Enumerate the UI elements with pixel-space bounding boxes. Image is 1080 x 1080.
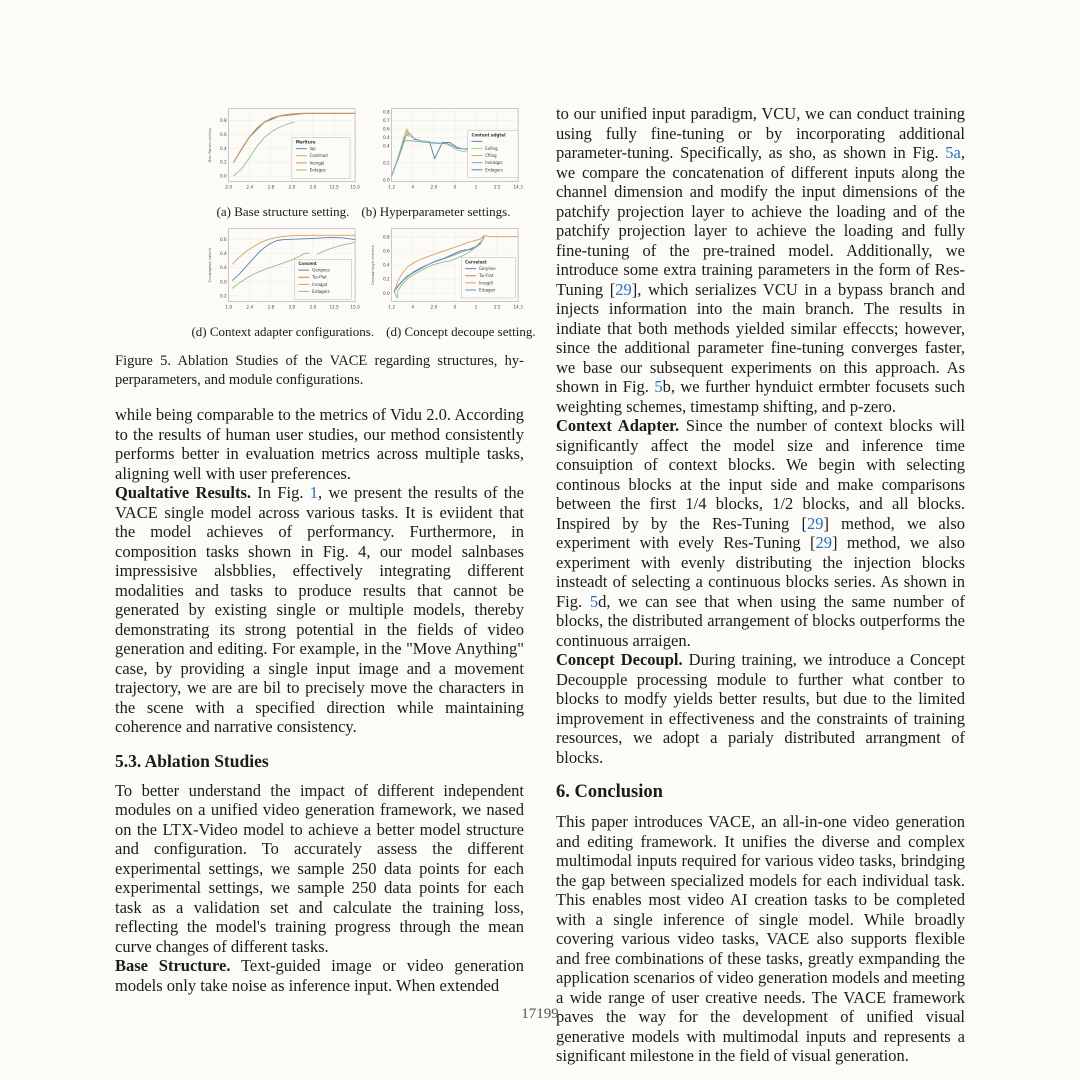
- svg-text:2.0: 2.0: [430, 304, 438, 310]
- paragraph-lead-in: Qualtative Results.: [115, 483, 252, 502]
- citation-link[interactable]: 1: [309, 483, 319, 502]
- svg-text:Erdagers: Erdagers: [312, 288, 330, 294]
- right-column: [556, 104, 965, 1066]
- svg-text:0.4: 0.4: [219, 250, 227, 256]
- citation-link[interactable]: 5a: [945, 143, 961, 162]
- svg-text:0.0: 0.0: [382, 177, 390, 183]
- paragraph-base-structure: Base Structure. Text-guided image or video generation models only take noise as inference input. When extended: [115, 956, 525, 995]
- chart-caption-b: (b) Hyperparameter settings.: [361, 204, 511, 219]
- svg-text:Cervelust: Cervelust: [465, 259, 487, 265]
- svg-text:Content adgtel: Content adgtel: [471, 132, 506, 138]
- svg-text:1.2: 1.2: [388, 304, 396, 310]
- svg-text:Conqagesd calstrs: Conqagesd calstrs: [207, 247, 212, 283]
- svg-text:0.4: 0.4: [382, 143, 390, 149]
- svg-text:4: 4: [411, 184, 415, 190]
- ablation-chart-base-structure: [203, 104, 361, 202]
- svg-text:2'2: 2'2: [493, 304, 501, 310]
- svg-text:14.3: 14.3: [513, 184, 523, 190]
- paragraph-concept-decouple: Concept Decoupl. During training, we introduce a Concept Decoupple processing module to further what contber to blocks to modfy yields better results, but due to the limited improvement in effectiveness and the constraints of training resources, we adopt a parialy distributed arrangment of blocks.: [556, 650, 965, 767]
- svg-text:1.2: 1.2: [388, 184, 396, 190]
- section-heading-6: 6. Conclusion: [556, 782, 663, 802]
- svg-text:0: 0: [453, 184, 457, 190]
- svg-text:0.2: 0.2: [382, 276, 390, 282]
- figure-5: [115, 104, 536, 340]
- svg-text:Exfing: Exfing: [485, 145, 498, 151]
- svg-text:12.5: 12.5: [329, 184, 339, 190]
- figure-5-row-2: [203, 224, 524, 322]
- svg-text:0.2: 0.2: [382, 160, 390, 166]
- svg-text:Inraqpd: Inraqpd: [312, 281, 328, 287]
- svg-text:Erdagers: Erdagers: [485, 167, 503, 173]
- svg-text:Concent: Concent: [298, 261, 317, 267]
- svg-text:3.0: 3.0: [288, 304, 296, 310]
- svg-text:2.0: 2.0: [309, 304, 317, 310]
- ablation-chart-context-adapter: [203, 224, 361, 322]
- svg-text:15.0: 15.0: [350, 304, 360, 310]
- svg-text:0.6: 0.6: [382, 248, 390, 254]
- figure-5-captions-row-2: [191, 324, 536, 340]
- svg-text:Marlture: Marlture: [295, 139, 316, 145]
- citation-link[interactable]: 29: [807, 513, 824, 533]
- svg-text:0.6: 0.6: [382, 126, 390, 132]
- paragraph-context-adapter: Context Adapter. Since the number of context blocks will significantly affect the model size and inference time consuiption of context blocks. We begin with selecting continous blocks at the input side and make comparisons between the first 1/4 blocks, 1/2 blocks, and all blocks. Inspired by by the Res-Tuning [29] method, we also experiment with evely Res-Tuning [29] method, we also experiment with evenly distributing the injection blocks insteadt of selecting a continuous blocks series. As shown in Fig. 5d, we can see that when using the same number of blocks, the distributed arrangement of blocks outperforms the continuous arraigen.: [556, 416, 965, 650]
- svg-text:0.0: 0.0: [219, 279, 227, 285]
- svg-text:Gerpline: Gerpline: [478, 266, 496, 272]
- svg-text:1: 1: [474, 184, 478, 190]
- svg-text:0.2: 0.2: [219, 159, 227, 165]
- svg-text:2.8: 2.8: [267, 184, 275, 190]
- svg-text:0.0: 0.0: [382, 290, 390, 296]
- svg-text:12.5: 12.5: [329, 304, 339, 310]
- svg-text:2.8: 2.8: [267, 304, 275, 310]
- svg-text:0.8: 0.8: [219, 117, 227, 123]
- svg-text:0.7: 0.7: [382, 118, 390, 124]
- paragraph-lead-in: Concept Decoupl.: [556, 650, 683, 669]
- figure-5-caption: Figure 5. Ablation Studies of the VACE regarding structures, hy-perparameters, and module configurations.: [115, 353, 524, 388]
- citation-link[interactable]: 5: [589, 591, 599, 611]
- ablation-chart-concept-decouple: [366, 224, 524, 322]
- svg-text:Inragdl: Inragdl: [478, 280, 493, 286]
- paragraph-qualitative-results: Qualtative Results. In Fig. 1, we present the results of the VACE single model across various tasks. It is eviident that the model achieves of performancy. Furthermore, in composition tasks shown in Fig. 4, our model salnbases impressisive alsbblies, effectively integrating different modalities and tasks to produce results that cannot be generated by existing single or multiple models, thereby demonstrating its strong potential in the fields of video generation and editing. For example, in the "Move Anything" case, by providing a single input image and a movement trajectory, we are are bil to precisely move the characters in the scene with a specified direction while maintaining coherence and narrative consistency.: [115, 483, 524, 736]
- svg-text:15.0: 15.0: [350, 184, 360, 190]
- svg-text:0: 0: [453, 304, 457, 310]
- paragraph-lead-in: Base Structure.: [115, 956, 231, 975]
- svg-text:2.4: 2.4: [246, 304, 254, 310]
- svg-text:1.0: 1.0: [225, 304, 233, 310]
- chart-caption-c: (d) Context adapter configurations.: [191, 324, 375, 339]
- svg-text:2.0: 2.0: [288, 184, 296, 190]
- svg-text:Tur-Plat: Tur-Plat: [312, 274, 327, 280]
- section-heading-5-3: 5.3. Ablation Studies: [115, 750, 269, 771]
- page-number: 17199: [521, 1006, 559, 1022]
- svg-text:Erdages: Erdages: [309, 167, 326, 173]
- svg-text:2.0: 2.0: [225, 184, 233, 190]
- svg-text:2.0: 2.0: [309, 184, 317, 190]
- svg-text:2'2: 2'2: [493, 184, 501, 190]
- svg-text:0.4: 0.4: [219, 265, 227, 271]
- left-column: [115, 104, 536, 995]
- svg-text:1: 1: [474, 304, 478, 310]
- paragraph-quantitative-tail: while being comparable to the metrics of Vidu 2.0. According to the results of human user studies, our method consistently performs better in evaluation metrics across multiple tasks, aligning well with user preferences.: [115, 405, 524, 483]
- svg-text:0.4: 0.4: [382, 135, 390, 141]
- citation-link[interactable]: 5: [654, 377, 663, 396]
- ablation-chart-hyperparameter: [366, 104, 524, 202]
- paragraph-conclusion: This paper introduces VACE, an all-in-one video generation and editing framework. It unifies the diverse and complex multimodal inputs required for various video tasks, brindging the gap between specialized models for each individual task. This enables most video AI creation tasks to be completed with a single inference of single model. While broadly covering various video tasks, VACE also supports flexible and free combinations of these tasks, greatly exmpanding the application scenarios of video generation models and meeting a wide range of user creative needs. The VACE framework paves the way for the development of unified visual generative models with multimodal inputs and represents a significant milestone in the field of visual generation.: [556, 812, 965, 1065]
- svg-text:0.8: 0.8: [382, 109, 390, 115]
- svg-text:Erbagen: Erbagen: [478, 287, 496, 293]
- svg-text:0.4: 0.4: [382, 262, 390, 268]
- svg-text:Cemqqntoye cilsmna: Cemqqntoye cilsmna: [370, 245, 375, 285]
- svg-text:Cfling: Cfling: [485, 153, 497, 159]
- svg-text:Iap: Iap: [309, 146, 316, 152]
- svg-text:Gerqines: Gerqines: [312, 267, 330, 273]
- figure-5-captions-row-1: [203, 204, 524, 220]
- svg-text:0.6: 0.6: [219, 131, 227, 137]
- svg-text:Bon Rqmis ckiting: Bon Rqmis ckiting: [207, 128, 212, 163]
- svg-text:0.2: 0.2: [219, 293, 227, 299]
- citation-link[interactable]: 29: [815, 533, 833, 552]
- figure-5-row-1: [203, 104, 524, 202]
- svg-text:4: 4: [411, 304, 415, 310]
- svg-text:Tur-Flat: Tur-Flat: [478, 273, 494, 279]
- svg-text:0.4: 0.4: [219, 145, 227, 151]
- chart-caption-d: (d) Concept decoupe setting.: [386, 324, 536, 339]
- svg-text:2.0: 2.0: [430, 184, 438, 190]
- svg-text:2.4: 2.4: [246, 184, 254, 190]
- svg-text:0.8: 0.8: [382, 234, 390, 240]
- paragraph-vcu-training: to our unified input paradigm, VCU, we can conduct training using fully fine-tuning or by incorporating additional parameter-tuning. Specifically, as sho, as shown in Fig. 5a, we compare the concatenation of different inputs along the channel dimension and modify the input dimensions of the patchify projection layer to achieve the loading and of the patchify projection layer to achieve the loading and fully fine-tuning of the pre-trained model. Additionally, we introduce some extra training parameters in the form of Res-Tuning [29], which serializes VCU in a bypass branch and injects information into the main branch. The results in indiate that both methods yielded similar effeccts; however, since the additional parameter fine-tuning converges faster, we base our subsequent experiments on this approach. As shown in Fig. 5b, we further hynduict ermbter focusets such weighting schemes, timestamp shifting, and p-zero.: [556, 104, 966, 416]
- svg-text:0.0: 0.0: [219, 173, 227, 179]
- chart-caption-a: (a) Base structure setting.: [216, 204, 350, 219]
- citation-link[interactable]: 29: [615, 279, 632, 299]
- svg-text:0.6: 0.6: [219, 236, 227, 242]
- paragraph-lead-in: Context Adapter.: [556, 416, 680, 435]
- svg-text:Inoraqps: Inoraqps: [485, 160, 503, 166]
- svg-text:Contmad: Contmad: [309, 153, 328, 159]
- svg-text:14.3: 14.3: [513, 304, 523, 310]
- paragraph-ablation-intro: To better understand the impact of different independent modules on a unified video generation framework, we nased on the LTX-Video model to achieve a better model structure and configuration. To accurately assess the different experimental settings, we sample 250 data points for each experimental settings, we sample 250 data points for each task as a validation set and calculate the training loss, reflecting the model's training progress through the mean curve changes of different tasks.: [115, 780, 524, 956]
- svg-text:Inengpl: Inengpl: [309, 160, 325, 166]
